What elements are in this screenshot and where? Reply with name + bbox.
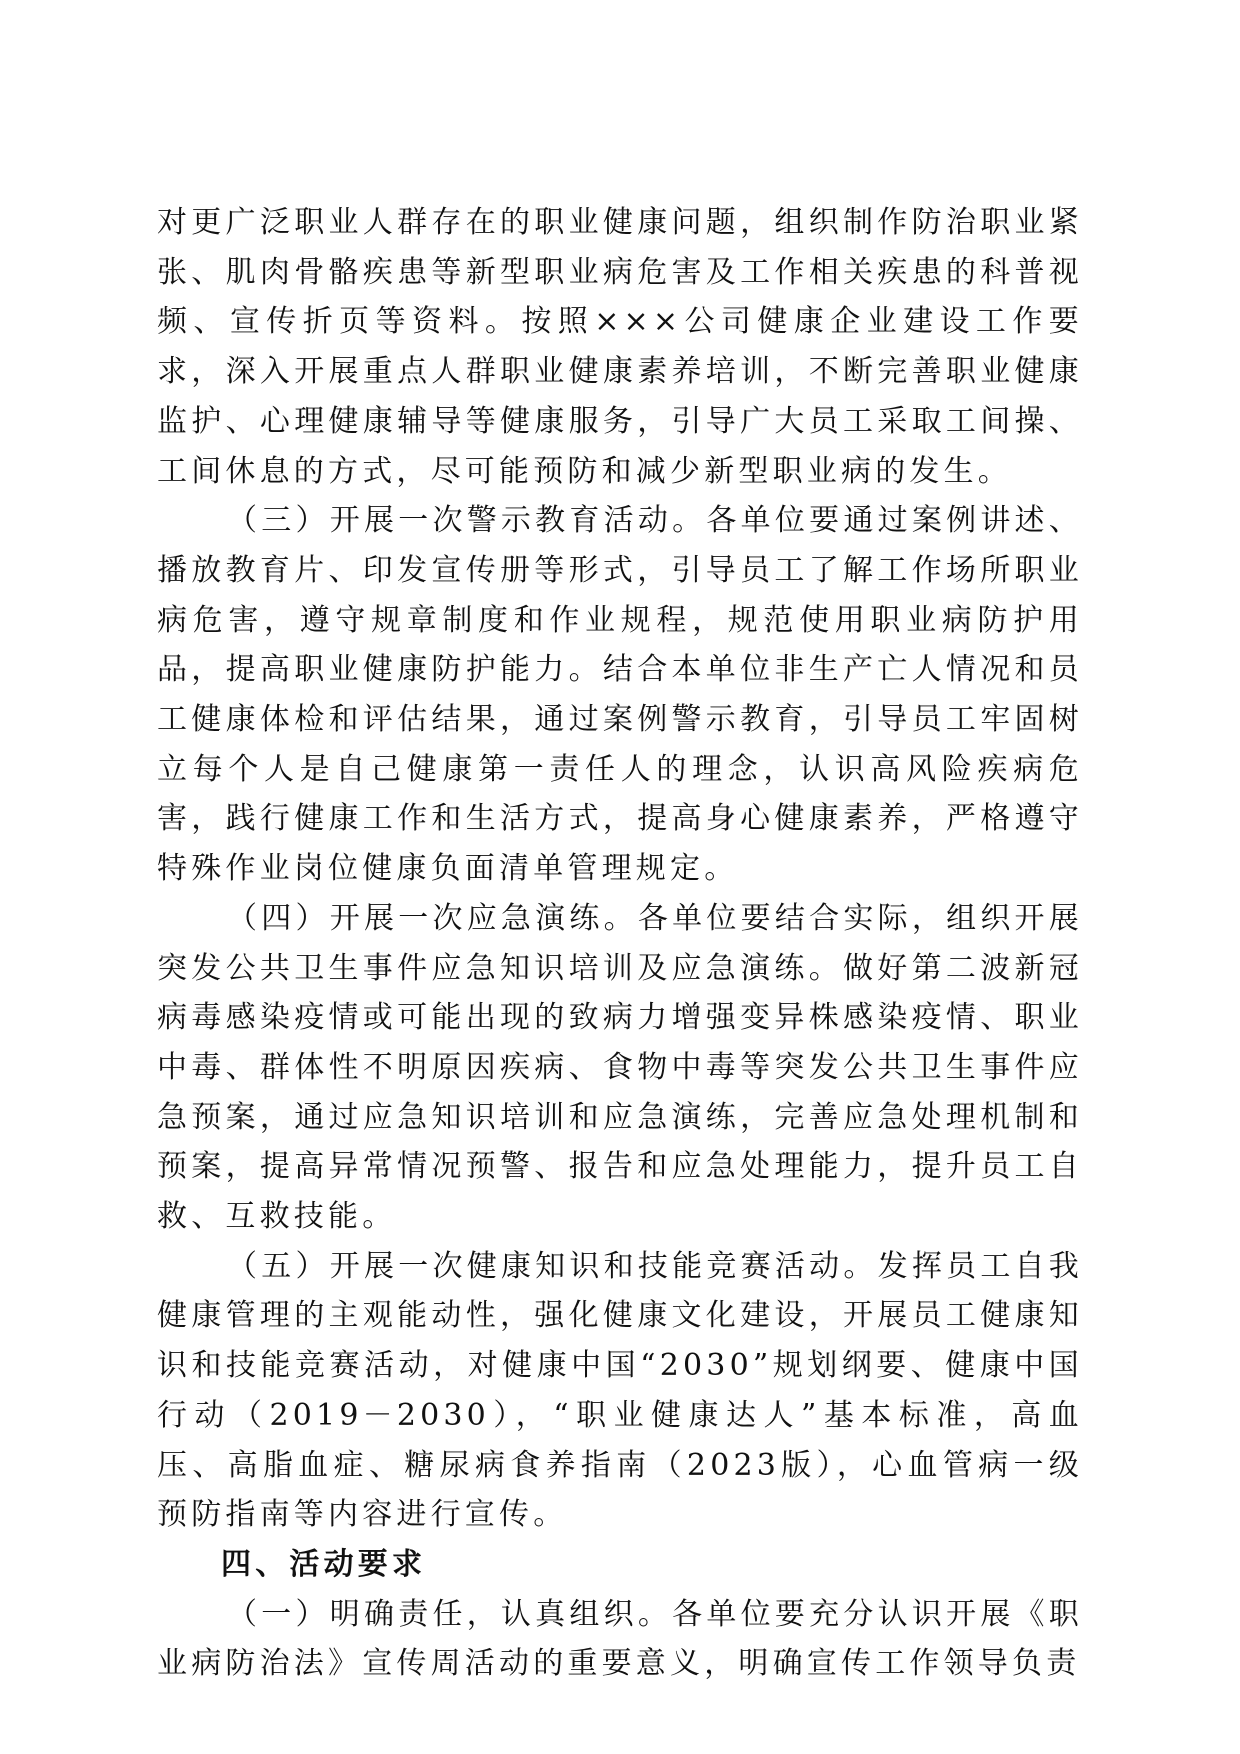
- paragraph-emergency-drill: （四）开展一次应急演练。各单位要结合实际，组织开展突发公共卫生事件应急知识培训及应急演练。做好第二波新冠病毒感染疫情或可能出现的致病力增强变异株感染疫情、职业中毒、群体性不明原因疾病、食物中毒等突发公共卫生事件应急预案，通过应急知识培训和应急演练，完善应急处理机制和预案，提高异常情况预警、报告和应急处理能力，提升员工自救、互救技能。: [157, 900, 1083, 1235]
- paragraph-responsibility: （一）明确责任，认真组织。各单位要充分认识开展《职业病防治法》宣传周活动的重要意义，明确宣传工作领导负责: [157, 1596, 1083, 1682]
- paragraph-knowledge-contest: （五）开展一次健康知识和技能竞赛活动。发挥员工自我健康管理的主观能动性，强化健康文化建设，开展员工健康知识和技能竞赛活动，对健康中国“2030”规划纲要、健康中国行动（2019－2030），“职业健康达人”基本标准，高血压、高脂血症、糖尿病食养指南（2023版），心血管病一级预防指南等内容进行宣传。: [157, 1248, 1083, 1533]
- paragraph-warning-education: （三）开展一次警示教育活动。各单位要通过案例讲述、播放教育片、印发宣传册等形式，引导员工了解工作场所职业病危害，遵守规章制度和作业规程，规范使用职业病防护用品，提高职业健康防护能力。结合本单位非生产亡人情况和员工健康体检和评估结果，通过案例警示教育，引导员工牢固树立每个人是自己健康第一责任人的理念，认识高风险疾病危害，践行健康工作和生活方式，提高身心健康素养，严格遵守特殊作业岗位健康负面清单管理规定。: [157, 503, 1083, 887]
- paragraph-continuation: 对更广泛职业人群存在的职业健康问题，组织制作防治职业紧张、肌肉骨骼疾患等新型职业病危害及工作相关疾患的科普视频、宣传折页等资料。按照×××公司健康企业建设工作要求，深入开展重点人群职业健康素养培训，不断完善职业健康监护、心理健康辅导等健康服务，引导广大员工采取工间操、工间休息的方式，尽可能预防和减少新型职业病的发生。: [157, 205, 1083, 489]
- section-heading-activity-requirements: 四、活动要求: [221, 1546, 427, 1582]
- document-body: [157, 198, 1083, 1689]
